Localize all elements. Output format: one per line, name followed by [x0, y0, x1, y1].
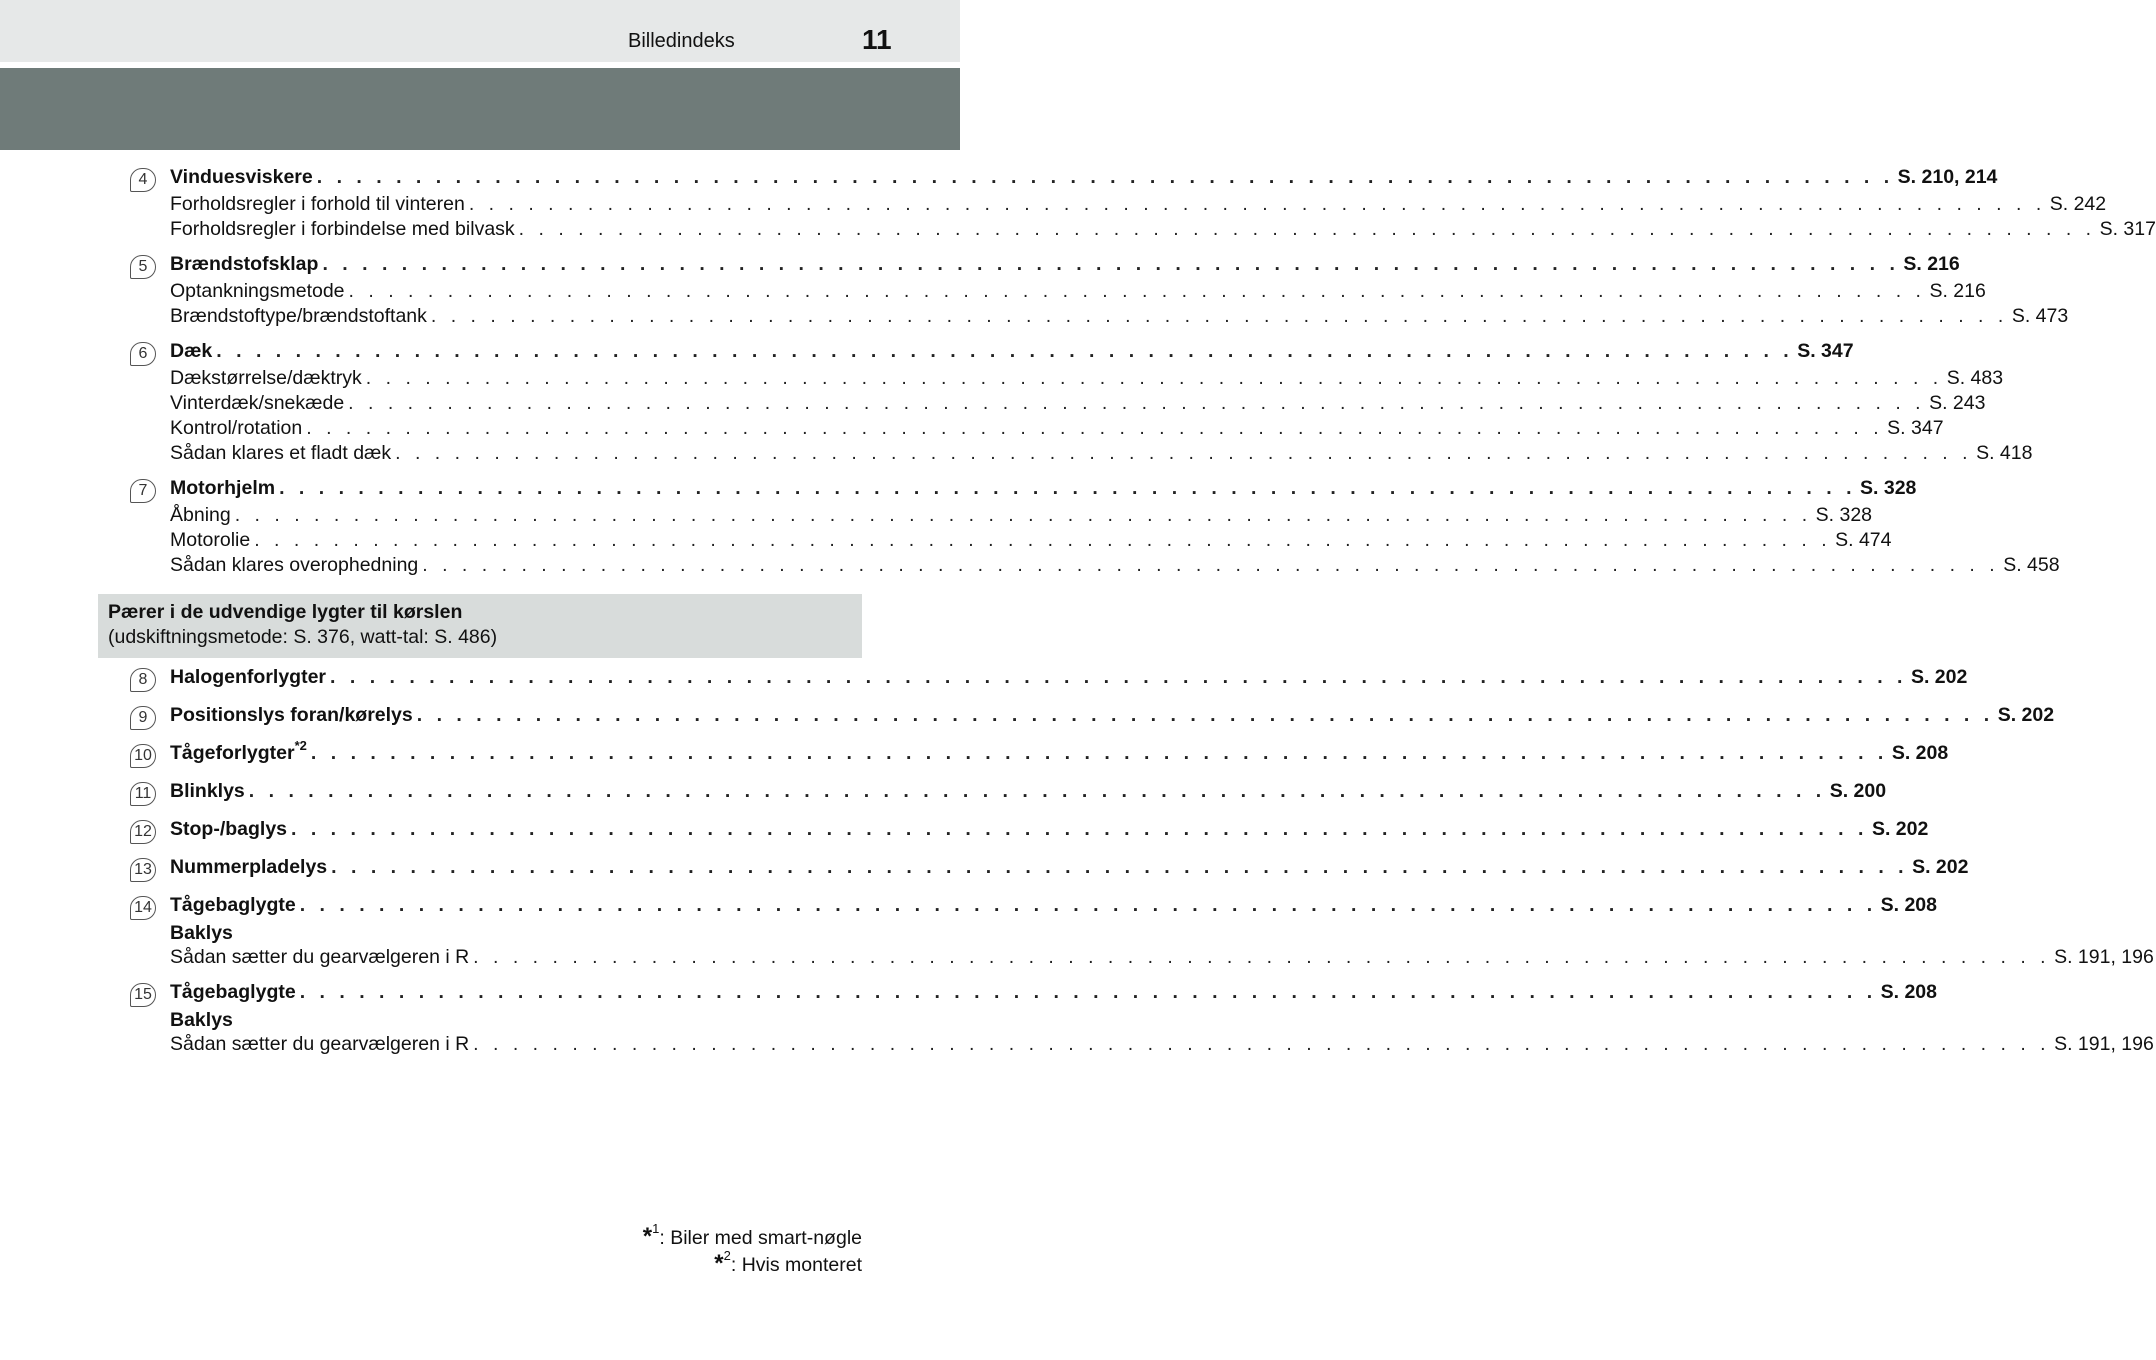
page-ref: S. 328: [1815, 504, 1873, 526]
entry-heading: Baklys: [170, 922, 233, 944]
footnotes: [642, 1220, 862, 1278]
index-group: [130, 477, 2060, 579]
section-band: [0, 68, 960, 150]
entry-label: Brændstoftype/brændstoftank: [170, 305, 427, 327]
page-ref: S. 216: [1929, 280, 1986, 302]
entry-label: Kontrol/rotation: [170, 417, 303, 439]
page-ref: S. 317: [2099, 218, 2156, 240]
entry-label: Sådan sætter du gearvælgeren i R: [170, 1033, 470, 1055]
page-ref: S. 202: [1912, 856, 1969, 878]
page-ref: S. 418: [1976, 442, 2033, 464]
entry-label: Dækstørrelse/dæktryk: [170, 367, 362, 389]
entry-label: Åbning: [170, 504, 231, 526]
callout-badge: 10: [130, 744, 156, 768]
page-ref: S. 202: [1910, 666, 1968, 688]
index-group: [130, 856, 1969, 883]
callout-badge: 5: [130, 255, 156, 279]
page-ref: S. 202: [1871, 818, 1929, 840]
entry-label: Sådan sætter du gearvælgeren i R: [170, 946, 470, 968]
entry-label: Blinklys: [170, 780, 245, 802]
index-group: [130, 340, 2033, 467]
page-ref: S. 347: [1797, 340, 1854, 362]
index-group: [130, 253, 2069, 330]
entry-label: Positionslys foran/kørelys: [170, 704, 413, 726]
page-number: 11: [862, 24, 892, 55]
index-entry[interactable]: Tågebaglygte . . . . . . . . . . . . . . . . . . . . . . . . . . . . . . . . . . . . . . . . . . . . . . . . . . . . . . . . . . . . . . . . . . . . . . . . . . . . . . . . S. 208: [170, 894, 1938, 916]
index-entry[interactable]: Tågeforlygter$^{*2}$ . . . . . . . . . . . . . . . . . . . . . . . . . . . . . . . . . . . . . . . . . . . . . . . . . . . . . . . . . . . . . . . . . . . . . . . . . . . . . . . . S. 208: [170, 737, 1949, 764]
page-ref: S. 216: [1903, 253, 1960, 275]
index-list-top: [130, 166, 2156, 589]
page-ref: S. 208: [1891, 742, 1949, 764]
entry-label: Forholdsregler i forhold til vinteren: [170, 193, 465, 215]
index-entry[interactable]: Vinduesviskere . . . . . . . . . . . . . . . . . . . . . . . . . . . . . . . . . . . . . . . . . . . . . . . . . . . . . . . . . . . . . . . . . . . . . . . . . . . . . . . . S. 210, 214: [170, 166, 1998, 188]
entry-label: Tågebaglygte: [170, 981, 296, 1003]
page-ref: S. 208: [1880, 981, 1938, 1003]
index-subentry[interactable]: Brændstoftype/brændstoftank . . . . . . . . . . . . . . . . . . . . . . . . . . . . . . . . . . . . . . . . . . . . . . . . . . . . . . . . . . . . . . . . . . . . . . . . . . . . . . . . S. 473: [170, 305, 2069, 327]
entry-label: Nummerpladelys: [170, 856, 328, 878]
index-group: [130, 780, 1887, 807]
section-heading-box: [98, 594, 862, 658]
index-entry[interactable]: Halogenforlygter . . . . . . . . . . . . . . . . . . . . . . . . . . . . . . . . . . . . . . . . . . . . . . . . . . . . . . . . . . . . . . . . . . . . . . . . . . . . . . . . S. 202: [170, 666, 1968, 688]
index-group: [130, 981, 2154, 1058]
callout-badge: 13: [130, 858, 156, 882]
index-entry[interactable]: Motorhjelm . . . . . . . . . . . . . . . . . . . . . . . . . . . . . . . . . . . . . . . . . . . . . . . . . . . . . . . . . . . . . . . . . . . . . . . . . . . . . . . . S. 328: [170, 477, 1917, 499]
callout-badge: 15: [130, 983, 156, 1007]
index-subentry[interactable]: Vinterdæk/snekæde . . . . . . . . . . . . . . . . . . . . . . . . . . . . . . . . . . . . . . . . . . . . . . . . . . . . . . . . . . . . . . . . . . . . . . . . . . . . . . . . S. 243: [170, 392, 1986, 414]
index-subentry[interactable]: Sådan klares et fladt dæk . . . . . . . . . . . . . . . . . . . . . . . . . . . . . . . . . . . . . . . . . . . . . . . . . . . . . . . . . . . . . . . . . . . . . . . . . . . . . . . . S. 418: [170, 442, 2033, 464]
callout-badge: 11: [130, 782, 156, 806]
index-subentry[interactable]: Sådan sætter du gearvælgeren i R . . . . . . . . . . . . . . . . . . . . . . . . . . . . . . . . . . . . . . . . . . . . . . . . . . . . . . . . . . . . . . . . . . . . . . . . . . . . . . . . S. 191, 196: [170, 1033, 2154, 1055]
entry-label: Dæk: [170, 340, 213, 362]
entry-label: Brændstofsklap: [170, 253, 319, 275]
entry-label: Tågeforlygter$^{*2}$: [170, 737, 307, 764]
callout-badge: 8: [130, 668, 156, 692]
footnote-marker: *2: [294, 737, 307, 753]
page-ref: S. 474: [1835, 529, 1892, 551]
index-entry[interactable]: Positionslys foran/kørelys . . . . . . . . . . . . . . . . . . . . . . . . . . . . . . . . . . . . . . . . . . . . . . . . . . . . . . . . . . . . . . . . . . . . . . . . . . . . . . . . S. 202: [170, 704, 2055, 726]
index-entry[interactable]: Tågebaglygte . . . . . . . . . . . . . . . . . . . . . . . . . . . . . . . . . . . . . . . . . . . . . . . . . . . . . . . . . . . . . . . . . . . . . . . . . . . . . . . . S. 208: [170, 981, 1938, 1003]
page-ref: S. 473: [2011, 305, 2069, 327]
index-subentry[interactable]: Sådan klares overophedning . . . . . . . . . . . . . . . . . . . . . . . . . . . . . . . . . . . . . . . . . . . . . . . . . . . . . . . . . . . . . . . . . . . . . . . . . . . . . . . . S. 458: [170, 554, 2060, 576]
page-ref: S. 328: [1860, 477, 1917, 499]
callout-badge: 9: [130, 706, 156, 730]
index-subentry[interactable]: Forholdsregler i forbindelse med bilvask . . . . . . . . . . . . . . . . . . . . . . . . . . . . . . . . . . . . . . . . . . . . . . . . . . . . . . . . . . . . . . . . . . . . . . . . . . . . . . . . S. 317: [170, 218, 2156, 240]
index-subentry[interactable]: Sådan sætter du gearvælgeren i R . . . . . . . . . . . . . . . . . . . . . . . . . . . . . . . . . . . . . . . . . . . . . . . . . . . . . . . . . . . . . . . . . . . . . . . . . . . . . . . . S. 191, 196: [170, 946, 2154, 968]
index-group: [130, 818, 1929, 845]
entry-label: Tågebaglygte: [170, 894, 296, 916]
footnote: *$^2$: Hvis monteret: [714, 1247, 862, 1277]
index-entry[interactable]: Brændstofsklap . . . . . . . . . . . . . . . . . . . . . . . . . . . . . . . . . . . . . . . . . . . . . . . . . . . . . . . . . . . . . . . . . . . . . . . . . . . . . . . . S. 216: [170, 253, 1960, 275]
page-ref: S. 191, 196: [2054, 946, 2154, 968]
index-subentry[interactable]: Åbning . . . . . . . . . . . . . . . . . . . . . . . . . . . . . . . . . . . . . . . . . . . . . . . . . . . . . . . . . . . . . . . . . . . . . . . . . . . . . . . . S. 328: [170, 504, 1873, 526]
callout-badge: 4: [130, 168, 156, 192]
entry-label: Motorolie: [170, 529, 251, 551]
footnote-star: *: [642, 1223, 653, 1250]
index-group: [130, 666, 1968, 693]
page-header-title: Billedindeks: [628, 30, 735, 52]
footnote-text: : Hvis monteret: [730, 1254, 862, 1276]
index-list-bottom: [130, 666, 2154, 1068]
page-ref: S. 200: [1829, 780, 1887, 802]
entry-label: Forholdsregler i forbindelse med bilvask: [170, 218, 515, 240]
page-ref: S. 208: [1880, 894, 1938, 916]
entry-label: Motorhjelm: [170, 477, 276, 499]
index-group: [130, 166, 2156, 243]
entry-label: Optankningsmetode: [170, 280, 345, 302]
footnote-star: *: [714, 1250, 724, 1277]
index-subentry[interactable]: Optankningsmetode . . . . . . . . . . . . . . . . . . . . . . . . . . . . . . . . . . . . . . . . . . . . . . . . . . . . . . . . . . . . . . . . . . . . . . . . . . . . . . . . S. 216: [170, 280, 1986, 302]
index-entry[interactable]: Blinklys . . . . . . . . . . . . . . . . . . . . . . . . . . . . . . . . . . . . . . . . . . . . . . . . . . . . . . . . . . . . . . . . . . . . . . . . . . . . . . . . S. 200: [170, 780, 1887, 802]
entry-label: Stop-/baglys: [170, 818, 288, 840]
entry-label: Vinduesviskere: [170, 166, 313, 188]
callout-badge: 7: [130, 479, 156, 503]
index-group: [130, 894, 2154, 971]
entry-heading: Baklys: [170, 1009, 233, 1031]
index-subentry[interactable]: Motorolie . . . . . . . . . . . . . . . . . . . . . . . . . . . . . . . . . . . . . . . . . . . . . . . . . . . . . . . . . . . . . . . . . . . . . . . . . . . . . . . . S. 474: [170, 529, 1892, 551]
page-ref: S. 458: [2003, 554, 2060, 576]
index-subentry[interactable]: Dækstørrelse/dæktryk . . . . . . . . . . . . . . . . . . . . . . . . . . . . . . . . . . . . . . . . . . . . . . . . . . . . . . . . . . . . . . . . . . . . . . . . . . . . . . . . S. 483: [170, 367, 2004, 389]
page-ref: S. 243: [1929, 392, 1986, 414]
section-title: Pærer i de udvendige lygter til kørslen: [108, 601, 463, 623]
footnote-text: : Biler med smart-nøgle: [659, 1227, 862, 1249]
index-group: [130, 704, 2055, 731]
callout-badge: 6: [130, 342, 156, 366]
page-ref: S. 202: [1997, 704, 2055, 726]
callout-badge: 12: [130, 820, 156, 844]
entry-label: Sådan klares et fladt dæk: [170, 442, 392, 464]
index-subentry[interactable]: Kontrol/rotation . . . . . . . . . . . . . . . . . . . . . . . . . . . . . . . . . . . . . . . . . . . . . . . . . . . . . . . . . . . . . . . . . . . . . . . . . . . . . . . . S. 347: [170, 417, 1944, 439]
entry-label: Sådan klares overophedning: [170, 554, 419, 576]
page-ref: S. 191, 196: [2054, 1033, 2154, 1055]
index-group: [130, 737, 1949, 769]
callout-badge: 14: [130, 896, 156, 920]
footnote: *$^1$: Biler med smart-nøgle: [642, 1220, 862, 1250]
index-entry[interactable]: Stop-/baglys . . . . . . . . . . . . . . . . . . . . . . . . . . . . . . . . . . . . . . . . . . . . . . . . . . . . . . . . . . . . . . . . . . . . . . . . . . . . . . . . S. 202: [170, 818, 1929, 840]
entry-label: Halogenforlygter: [170, 666, 327, 688]
page-ref: S. 210, 214: [1897, 166, 1998, 188]
index-entry[interactable]: Dæk . . . . . . . . . . . . . . . . . . . . . . . . . . . . . . . . . . . . . . . . . . . . . . . . . . . . . . . . . . . . . . . . . . . . . . . . . . . . . . . . S. 347: [170, 340, 1854, 362]
index-entry[interactable]: Nummerpladelys . . . . . . . . . . . . . . . . . . . . . . . . . . . . . . . . . . . . . . . . . . . . . . . . . . . . . . . . . . . . . . . . . . . . . . . . . . . . . . . . S. 202: [170, 856, 1969, 878]
page-ref: S. 242: [2049, 193, 2107, 215]
page-ref: S. 483: [1946, 367, 2004, 389]
section-subtitle: (udskiftningsmetode: S. 376, watt-tal: S. 486): [108, 626, 498, 648]
entry-label: Vinterdæk/snekæde: [170, 392, 345, 414]
index-subentry[interactable]: Forholdsregler i forhold til vinteren . . . . . . . . . . . . . . . . . . . . . . . . . . . . . . . . . . . . . . . . . . . . . . . . . . . . . . . . . . . . . . . . . . . . . . . . . . . . . . . . S. 242: [170, 193, 2107, 215]
header-bar: [0, 0, 960, 62]
page-ref: S. 347: [1887, 417, 1944, 439]
